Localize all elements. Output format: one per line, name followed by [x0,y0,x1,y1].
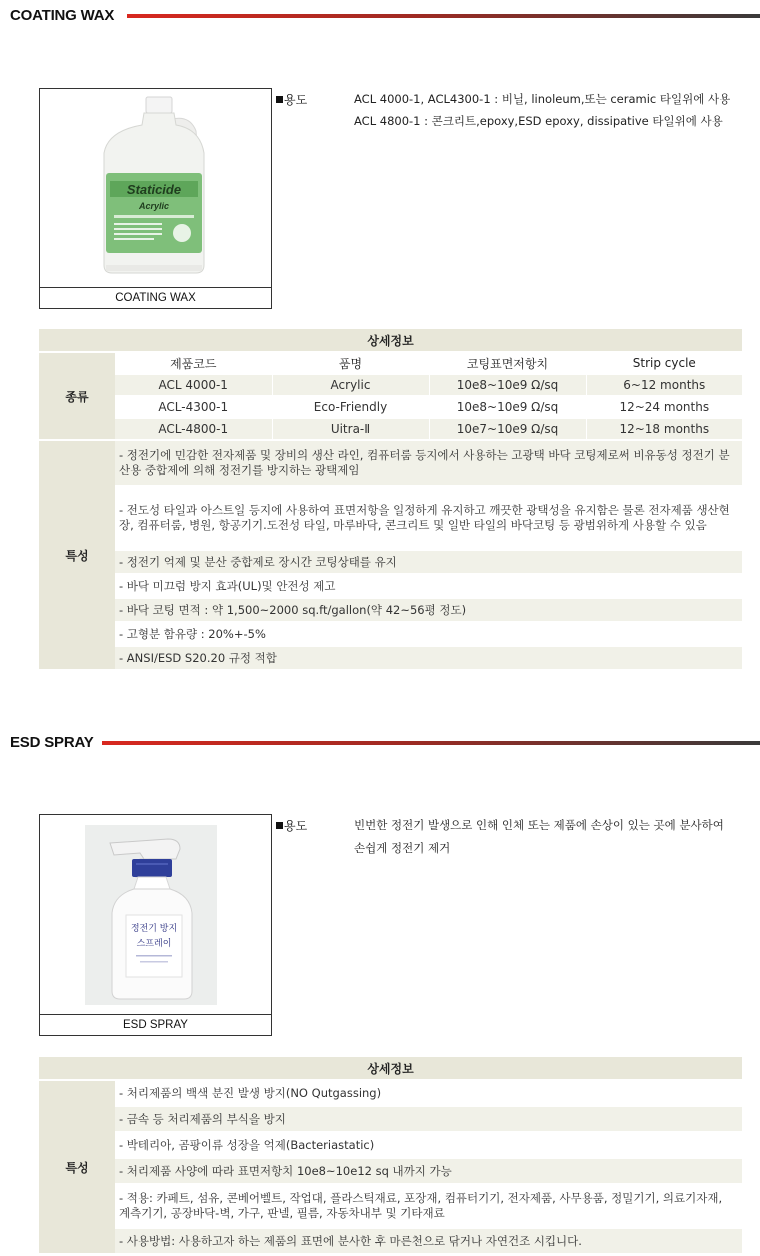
feature-item: - 고형분 함유량 : 20%+-5% [115,622,742,646]
column-header: 코팅표면저항치 [429,352,586,374]
bottle-brand-text: Staticide [126,182,182,197]
table-cell: Eco-Friendly [272,396,429,418]
bottle-label-line2: 스프레이 [136,939,172,949]
title-divider [127,14,760,18]
bottle-label-line1: 정전기 방지 [130,924,178,934]
detail-table-coating [39,329,742,669]
product-photo [40,815,271,1015]
feature-row-label: 특성 [39,440,115,669]
table-cell: 10e8~10e9 Ω/sq [429,396,586,418]
product-photo [40,89,271,288]
table-cell: 10e7~10e9 Ω/sq [429,418,586,440]
feature-item: - 처리제품 사양에 따라 표면저항치 10e8~10e12 sq 내까지 가능 [115,1158,742,1184]
usage-line: 손쉽게 정전기 제거 [354,841,451,855]
column-header: 제품코드 [115,352,272,374]
product-image-card [39,88,272,309]
detail-table-title: 상세정보 [39,1057,742,1080]
table-row [39,418,742,440]
usage-label: 용도 [276,817,307,834]
product-image-card [39,814,272,1036]
feature-item: - ANSI/ESD S20.20 규정 적합 [115,646,742,669]
feature-item: - 적용: 카페트, 섬유, 콘베어벨트, 작업대, 플라스틱재료, 포장재, 컴퓨터기기, 전자제품, 사무용품, 정밀기기, 의료기자재, 계측기기, 공장바닥-벽, 가구, 판넬, 필름, 자동차내부 및 기타재료 [115,1184,742,1228]
table-row [39,374,742,396]
product-image-caption: COATING WAX [115,292,196,304]
feature-row-label: 특성 [39,1080,115,1253]
square-bullet-icon [276,822,283,829]
feature-item: - 바닥 코팅 면적 : 약 1,500~2000 sq.ft/gallon(약 42~56평 정도) [115,598,742,622]
table-cell: 12~24 months [586,396,742,418]
column-header: 품명 [272,352,429,374]
table-cell: ACL 4000-1 [115,374,272,396]
usage-label: 용도 [276,91,307,108]
section-title-esd-spray: ESD SPRAY [10,734,94,751]
bottle-product-text: Acrylic [138,201,170,211]
feature-item: - 전도성 타일과 아스트일 등지에 사용하여 표면저항을 일정하게 유지하고 깨끗한 광택성을 유지함은 물론 전자제품 생산현장, 컴퓨터룸, 병원, 항공기기.도전성 타일, 마루바닥, 콘크리트 및 일반 타일의 바닥코팅 등 광범위하게 사용할 수 있음 [115,486,742,550]
feature-item: - 박테리아, 곰팡이류 성장을 억제(Bacteriastatic) [115,1132,742,1158]
table-cell: 10e8~10e9 Ω/sq [429,374,586,396]
feature-item: - 처리제품의 백색 분진 발생 방지(NO Qutgassing) [115,1080,742,1106]
esd-spray-bottle-image [40,815,271,1014]
table-cell: Uitra-Ⅱ [272,418,429,440]
detail-table-title: 상세정보 [39,329,742,352]
table-cell: 12~18 months [586,418,742,440]
table-cell: Acrylic [272,374,429,396]
section-title-coating-wax: COATING WAX [10,7,115,24]
usage-line: ACL 4000-1, ACL4300-1 : 비닐, linoleum,또는 ceramic 타일위에 사용 [354,92,731,106]
feature-item: - 정전기에 민감한 전자제품 및 장비의 생산 라인, 컴퓨터룸 등지에서 사용하는 고광택 바닥 코팅제로써 비유동성 정전기 분산용 중합제에 의해 정전기를 방지하는 광택제임 [115,440,742,486]
column-header: Strip cycle [586,352,742,374]
detail-table-spray [39,1057,742,1253]
usage-line: 빈번한 정전기 발생으로 인해 인체 또는 제품에 손상이 있는 곳에 분사하여 [354,818,724,832]
square-bullet-icon [276,96,283,103]
table-cell: 6~12 months [586,374,742,396]
coating-wax-bottle-image [40,89,271,287]
feature-item: - 바닥 미끄럼 방지 효과(UL)및 안전성 제고 [115,574,742,598]
feature-item: - 사용방법: 사용하고자 하는 제품의 표면에 분사한 후 마른천으로 닦거나 자연건조 시킵니다. [115,1228,742,1253]
title-divider [102,741,760,745]
product-image-caption: ESD SPRAY [123,1019,188,1031]
table-row [39,396,742,418]
feature-item: - 정전기 억제 및 분산 중합제로 장시간 코팅상태를 유지 [115,550,742,574]
feature-item: - 금속 등 처리제품의 부식을 방지 [115,1106,742,1132]
type-row-label: 종류 [39,352,115,440]
usage-line: ACL 4800-1 : 콘크리트,epoxy,ESD epoxy, dissipative 타일위에 사용 [354,114,723,128]
table-cell: ACL-4300-1 [115,396,272,418]
table-cell: ACL-4800-1 [115,418,272,440]
